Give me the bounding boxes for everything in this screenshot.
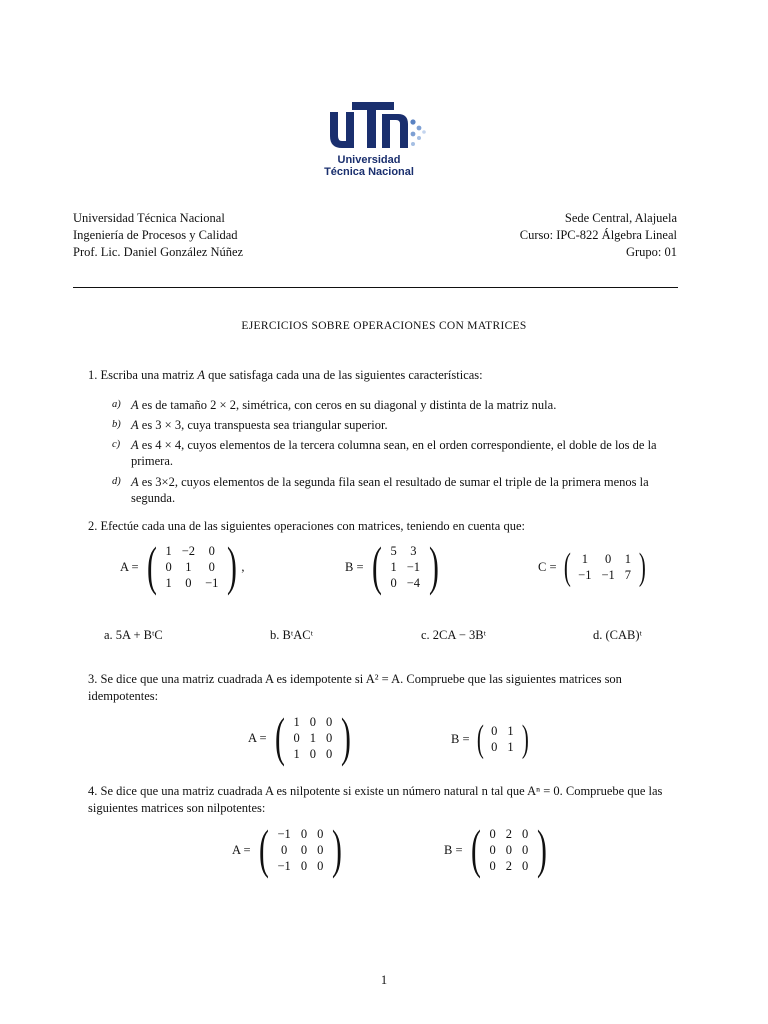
exercise-1-item-c <box>112 437 680 469</box>
right-paren: ) <box>332 819 343 880</box>
item-text: es 4 × 4, cuyos elementos de la tercera columna sean, en el orden correspondiente, el doble de los de la primera. <box>131 438 657 468</box>
operation-a: a. 5A + BᵗC <box>104 628 163 642</box>
matrix-trailing-comma: , <box>241 559 245 574</box>
operation-d: d. (CAB)ᵗ <box>593 628 642 642</box>
logo-line-2: Técnica Nacional <box>324 166 414 178</box>
matrix-label: A = <box>248 730 267 745</box>
left-paren: ( <box>470 819 481 880</box>
department: Ingeniería de Procesos y Calidad <box>73 228 238 242</box>
left-paren: ( <box>274 707 285 768</box>
matrix-cell: 1 <box>293 747 300 761</box>
exercise-2 <box>88 518 680 535</box>
exercise-text-a: Escriba una matriz <box>100 368 198 382</box>
group: Grupo: 01 <box>625 245 677 259</box>
matrix-label: B = <box>451 731 470 746</box>
matrix-cell: 0 <box>489 827 496 841</box>
matrix-cell: 1 <box>165 576 172 590</box>
matrix-cell: 0 <box>300 843 308 857</box>
matrix-label: A = <box>232 842 251 857</box>
matrix-cell: 1 <box>293 715 300 729</box>
matrix-cell: 0 <box>491 740 498 754</box>
item-text: es 3×2, cuyos elementos de la segunda fila sean el resultado de sumar el triple de la primera menos la segunda. <box>131 475 649 505</box>
exercise-1 <box>88 367 680 384</box>
matrix-cell: 1 <box>624 552 632 566</box>
matrix-cell: 0 <box>317 859 324 873</box>
matrix-cell: 1 <box>309 731 316 745</box>
item-var: A <box>131 398 139 412</box>
exercise-3 <box>88 671 680 705</box>
matrix-label: B = <box>444 842 463 857</box>
matrix-body <box>386 543 426 591</box>
utn-logo <box>320 98 430 178</box>
matrix-body <box>485 826 534 874</box>
matrix-cell: 5 <box>390 544 397 558</box>
matrix-cell: 0 <box>489 859 496 873</box>
exercise-1-item-a <box>112 397 680 413</box>
matrix-b-ex2 <box>345 536 443 597</box>
exercise-1-item-d <box>112 474 680 506</box>
right-paren: ) <box>429 536 440 597</box>
matrix-body <box>289 714 338 762</box>
matrix-a-ex3 <box>248 707 355 768</box>
matrix-cell: 0 <box>309 747 316 761</box>
campus: Sede Central, Alajuela <box>564 211 677 225</box>
matrix-cell: 0 <box>309 715 316 729</box>
page-title: EJERCICIOS SOBRE OPERACIONES CON MATRICES <box>241 320 527 332</box>
matrix-cell: 0 <box>185 576 192 590</box>
exercise-text: Se dice que una matriz cuadrada A es idempotente si A² = A. Compruebe que las siguientes matrices son idempotentes: <box>88 672 622 703</box>
right-paren: ) <box>537 819 548 880</box>
matrix-cell: 0 <box>489 843 496 857</box>
logo-line-1: Universidad <box>337 154 401 166</box>
left-paren: ( <box>146 536 157 597</box>
operation-b: b. BᵗACᵗ <box>270 628 313 642</box>
operations-list <box>0 628 768 646</box>
professor: Prof. Lic. Daniel González Núñez <box>73 245 244 259</box>
exercise-number: 3. <box>88 672 98 686</box>
matrix-cell: 0 <box>165 560 172 574</box>
exercise-text: Efectúe cada una de las siguientes operaciones con matrices, teniendo en cuenta que: <box>100 519 525 533</box>
matrix-label: A = <box>120 559 139 574</box>
utn-logo-icon <box>320 98 430 158</box>
exercise-text: Se dice que una matriz cuadrada A es nilpotente si existe un número natural n tal que Aⁿ = 0. Compruebe que las siguientes matrices son nilpotentes: <box>88 784 663 815</box>
matrix-body <box>273 826 329 874</box>
matrix-cell: −1 <box>578 568 592 582</box>
exercise-1-item-b <box>112 417 680 433</box>
matrix-cell: 0 <box>522 859 529 873</box>
exercise-number: 1. <box>88 368 98 382</box>
matrix-cell: 0 <box>491 724 498 738</box>
exercise-number: 4. <box>88 784 98 798</box>
exercise-text-b: que satisfaga cada una de las siguientes características: <box>204 368 483 382</box>
matrix-cell: 1 <box>581 552 588 566</box>
matrix-body <box>161 543 224 591</box>
matrix-a-ex2 <box>120 536 245 597</box>
matrix-cell: 2 <box>505 859 512 873</box>
matrix-cell: 0 <box>317 843 324 857</box>
header-right <box>520 210 677 261</box>
left-paren: ( <box>476 717 484 760</box>
matrix-cell: 0 <box>522 827 529 841</box>
matrix-cell: 1 <box>507 740 514 754</box>
item-label: a) <box>112 399 121 410</box>
left-paren: ( <box>371 536 382 597</box>
matrix-a-ex4 <box>232 819 346 880</box>
matrix-cell: 1 <box>165 544 172 558</box>
matrix-cell: −1 <box>277 827 291 841</box>
matrix-cell: −1 <box>205 576 219 590</box>
left-paren: ( <box>258 819 269 880</box>
matrix-body <box>486 723 519 755</box>
matrix-b-ex3 <box>451 717 531 760</box>
matrix-cell: −1 <box>277 859 291 873</box>
matrix-cell: 0 <box>293 731 300 745</box>
item-text: es 3 × 3, cuya transpuesta sea triangular superior. <box>138 418 388 432</box>
item-var: A <box>131 438 139 452</box>
item-label: d) <box>112 476 121 487</box>
matrix-cell: 0 <box>281 843 288 857</box>
item-label: b) <box>112 419 121 430</box>
matrix-cell: 0 <box>300 859 308 873</box>
right-paren: ) <box>227 536 238 597</box>
matrix-cell: 0 <box>326 731 333 745</box>
operation-c: c. 2CA − 3Bᵗ <box>421 628 487 642</box>
matrix-cell: 0 <box>317 827 324 841</box>
matrix-cell: 1 <box>507 724 514 738</box>
matrix-cell: 0 <box>390 576 397 590</box>
matrix-cell: 3 <box>410 544 417 558</box>
matrix-cell: 0 <box>208 560 215 574</box>
matrix-cell: 0 <box>208 544 215 558</box>
header-divider <box>73 287 678 288</box>
header-left <box>73 210 243 261</box>
exercise-4 <box>88 783 680 817</box>
matrix-label: C = <box>538 559 557 574</box>
matrix-cell: −2 <box>181 544 196 558</box>
page-number: 1 <box>380 973 388 987</box>
matrix-body <box>573 551 636 583</box>
matrix-label: B = <box>345 559 364 574</box>
matrix-cell: 7 <box>624 568 632 582</box>
matrix-cell: 0 <box>505 843 512 857</box>
exercise-var: A <box>197 368 205 382</box>
matrix-b-ex4 <box>444 819 551 880</box>
matrix-cell: 0 <box>326 747 333 761</box>
matrix-cell: 0 <box>326 715 333 729</box>
item-text: es de tamaño 2 × 2, simétrica, con ceros en su diagonal y distinta de la matriz nula. <box>138 398 557 412</box>
right-paren: ) <box>521 717 529 760</box>
right-paren: ) <box>341 707 352 768</box>
matrix-cell: 0 <box>300 827 308 841</box>
matrix-cell: 1 <box>185 560 192 574</box>
matrix-cell: −4 <box>406 576 421 590</box>
matrix-cell: 0 <box>522 843 529 857</box>
matrix-cell: −1 <box>406 560 421 574</box>
item-var: A <box>131 475 139 489</box>
item-label: c) <box>112 439 121 450</box>
course: Curso: IPC-822 Álgebra Lineal <box>519 228 677 242</box>
left-paren: ( <box>563 545 571 588</box>
item-var: A <box>131 418 139 432</box>
matrix-cell: 1 <box>390 560 397 574</box>
matrix-cell: 0 <box>605 552 612 566</box>
matrix-cell: 2 <box>505 827 512 841</box>
institution: Universidad Técnica Nacional <box>73 211 225 225</box>
matrix-cell: −1 <box>601 568 615 582</box>
matrix-c-ex2 <box>538 545 649 588</box>
exercise-number: 2. <box>88 519 98 533</box>
right-paren: ) <box>638 545 646 588</box>
